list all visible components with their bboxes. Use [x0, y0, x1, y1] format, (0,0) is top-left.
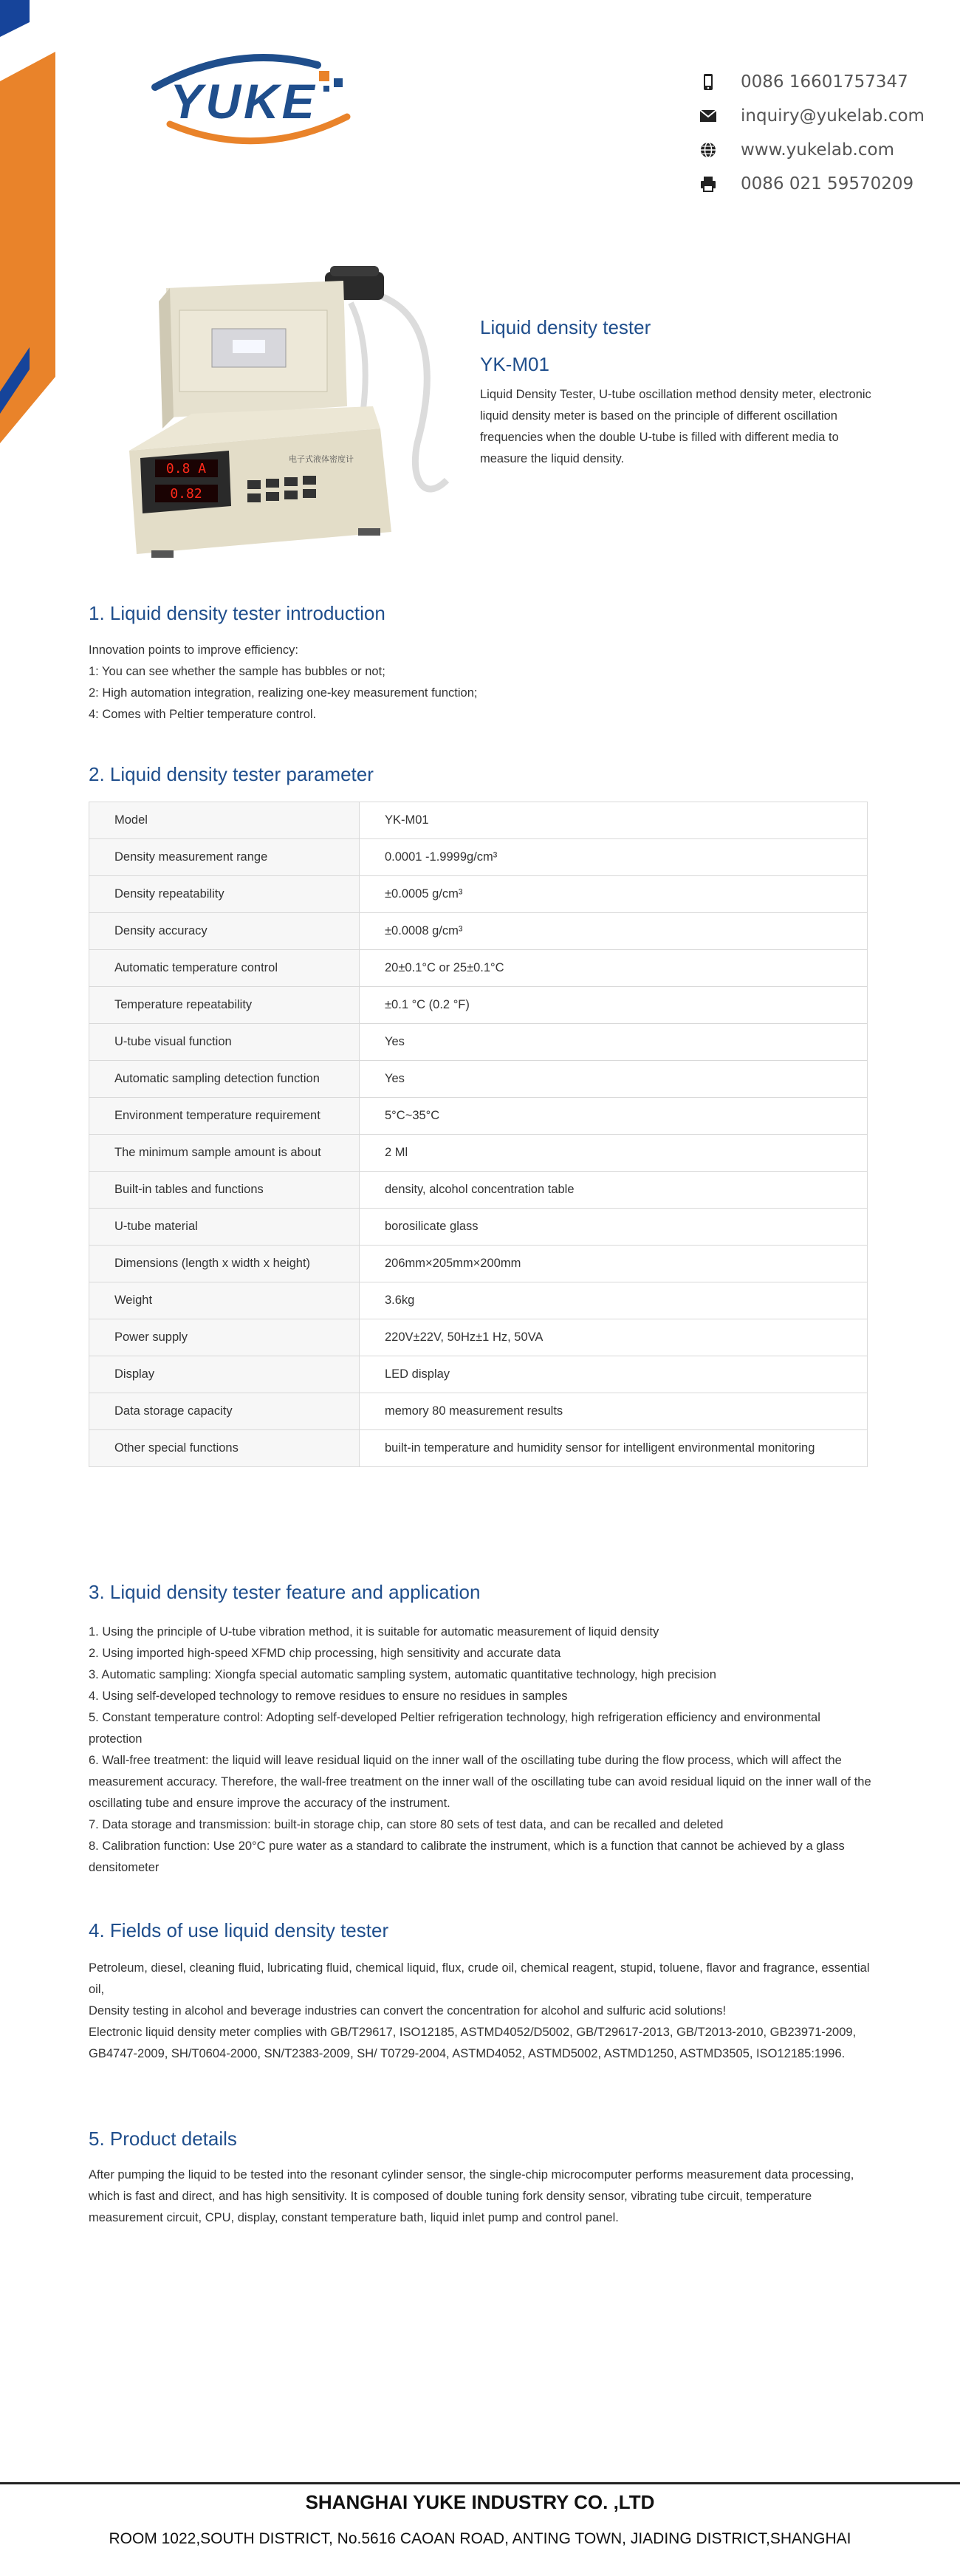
table-row	[89, 913, 868, 950]
contact-website	[698, 133, 934, 167]
feature-line: 7. Data storage and transmission: built-in storage chip, can store 80 sets of test data, and can be recalled and deleted	[89, 1818, 724, 1831]
contact-email	[698, 99, 934, 133]
param-value: Yes	[360, 1061, 868, 1098]
param-value: 3.6kg	[360, 1282, 868, 1319]
table-row	[89, 1098, 868, 1135]
fax-icon	[698, 174, 719, 194]
section-1-line: 1: You can see whether the sample has bubbles or not;	[89, 665, 385, 678]
logo-text: YUKE	[170, 74, 318, 129]
table-row	[89, 1061, 868, 1098]
product-image	[100, 259, 469, 561]
product-model: YK-M01	[480, 353, 549, 375]
table-row	[89, 839, 868, 876]
table-row	[89, 1024, 868, 1061]
footer-address: ROOM 1022,SOUTH DISTRICT, No.5616 CAOAN ROAD, ANTING TOWN, JIADING DISTRICT,SHANGHAI	[109, 2530, 851, 2547]
section-2-title: 2. Liquid density tester parameter	[89, 763, 374, 785]
feature-line: 8. Calibration function: Use 20°C pure water as a standard to calibrate the instrument, which is a function that cannot be achieved by a glass densitometer	[89, 1839, 845, 1874]
yuke-logo	[126, 35, 369, 161]
contact-block	[698, 65, 934, 201]
feature-line: 1. Using the principle of U-tube vibration method, it is suitable for automatic measurement of liquid density	[89, 1625, 659, 1639]
table-row	[89, 1319, 868, 1356]
param-value: ±0.0008 g/cm³	[360, 913, 868, 950]
feature-line: 2. Using imported high-speed XFMD chip processing, high sensitivity and accurate data	[89, 1647, 561, 1660]
feature-line: 6. Wall-free treatment: the liquid will leave residual liquid on the inner wall of the oscillating tube during the flow process, which will affect the measurement accuracy. Therefore, the wall-free treatment on the inner wall of the oscillating tube can avoid residual liquid on the inner wall of the oscillating tube and ensure improve the accuracy of the instrument.	[89, 1754, 871, 1810]
param-value: memory 80 measurement results	[360, 1393, 868, 1430]
phone-number[interactable]: 0086 16601757347	[741, 72, 908, 92]
param-value: borosilicate glass	[360, 1209, 868, 1246]
param-key: Power supply	[89, 1319, 360, 1356]
display-top-readout: 0.8 A	[165, 461, 207, 476]
section-1-body	[89, 640, 871, 725]
table-row	[89, 1282, 868, 1319]
footer-divider	[0, 2482, 960, 2484]
table-row	[89, 987, 868, 1024]
table-row	[89, 1209, 868, 1246]
section-1-line: 4: Comes with Peltier temperature control.	[89, 708, 317, 721]
section-1-line: 2: High automation integration, realizing one-key measurement function;	[89, 686, 478, 700]
display-bottom-readout: 0.82	[170, 486, 202, 502]
param-value: 5°C~35°C	[360, 1098, 868, 1135]
feature-line: 5. Constant temperature control: Adopting self-developed Peltier refrigeration technology, high refrigeration efficiency and environmental protection	[89, 1711, 820, 1746]
param-key: U-tube material	[89, 1209, 360, 1246]
feature-line: 4. Using self-developed technology to remove residues to ensure no residues in samples	[89, 1690, 568, 1703]
phone-icon	[698, 72, 719, 92]
param-key: Other special functions	[89, 1430, 360, 1467]
param-value: Yes	[360, 1024, 868, 1061]
feature-line: 3. Automatic sampling: Xiongfa special automatic sampling system, automatic quantitative technology, high precision	[89, 1668, 716, 1681]
website-url[interactable]: www.yukelab.com	[741, 140, 894, 160]
param-key: Automatic temperature control	[89, 950, 360, 987]
section-4-body	[89, 1958, 871, 2065]
param-key: Model	[89, 802, 360, 839]
fields-line: Petroleum, diesel, cleaning fluid, lubricating fluid, chemical liquid, flux, crude oil, chemical reagent, stupid, toluene, flavor and fragrance, essential oil,	[89, 1961, 870, 1996]
param-value: LED display	[360, 1356, 868, 1393]
fax-number: 0086 021 59570209	[741, 174, 914, 194]
product-name: Liquid density tester	[480, 316, 651, 338]
table-row	[89, 802, 868, 839]
param-value: 220V±22V, 50Hz±1 Hz, 50VA	[360, 1319, 868, 1356]
fields-line: Density testing in alcohol and beverage industries can convert the concentration for alcohol and sulfuric acid solutions!	[89, 2004, 727, 2018]
blue-side-stripe	[0, 0, 30, 414]
email-address[interactable]: inquiry@yukelab.com	[741, 106, 925, 126]
param-key: Density measurement range	[89, 839, 360, 876]
parameter-table	[89, 802, 868, 1467]
section-5-title: 5. Product details	[89, 2128, 237, 2150]
param-key: Weight	[89, 1282, 360, 1319]
param-key: Environment temperature requirement	[89, 1098, 360, 1135]
section-4-title: 4. Fields of use liquid density tester	[89, 1919, 389, 1941]
table-row	[89, 950, 868, 987]
details-line: After pumping the liquid to be tested into the resonant cylinder sensor, the single-chip microcomputer performs measurement data processing, which is fast and direct, and has high sensitivity. It is composed of double tuning fork density sensor, vibrating tube circuit, temperature measurement circuit, CPU, display, constant temperature bath, liquid inlet pump and control panel.	[89, 2168, 854, 2224]
param-key: Density repeatability	[89, 876, 360, 913]
fields-line: Electronic liquid density meter complies with GB/T29617, ISO12185, ASTMD4052/D5002, GB/T29617-2013, GB/T2013-2010, GB23971-2009, GB4747-2009, SH/T0604-2000, SN/T2383-2009, SH/ T0729-2004, ASTMD4052, ASTMD5002, ASTMD1250, ASTMD3505, ISO12185:1996.	[89, 2026, 857, 2060]
param-value: 20±0.1°C or 25±0.1°C	[360, 950, 868, 987]
param-key: Density accuracy	[89, 913, 360, 950]
table-row	[89, 1356, 868, 1393]
param-key: Data storage capacity	[89, 1393, 360, 1430]
mail-icon	[698, 106, 719, 126]
footer-company-name: SHANGHAI YUKE INDUSTRY CO. ,LTD	[305, 2491, 655, 2513]
product-description: Liquid Density Tester, U-tube oscillation method density meter, electronic liquid density meter is based on the principle of different oscillation frequencies when the double U-tube is filled with different media to measure the liquid density.	[480, 388, 871, 465]
section-3-title: 3. Liquid density tester feature and application	[89, 1581, 481, 1603]
param-key: The minimum sample amount is about	[89, 1135, 360, 1172]
param-value: built-in temperature and humidity sensor for intelligent environmental monitoring	[360, 1430, 868, 1467]
param-key: U-tube visual function	[89, 1024, 360, 1061]
table-row	[89, 1246, 868, 1282]
param-key: Automatic sampling detection function	[89, 1061, 360, 1098]
table-row	[89, 1430, 868, 1467]
param-value: 2 Ml	[360, 1135, 868, 1172]
param-value: YK-M01	[360, 802, 868, 839]
param-value: ±0.0005 g/cm³	[360, 876, 868, 913]
table-row	[89, 1172, 868, 1209]
param-key: Built-in tables and functions	[89, 1172, 360, 1209]
param-value: ±0.1 °C (0.2 °F)	[360, 987, 868, 1024]
contact-fax	[698, 167, 934, 201]
table-row	[89, 1135, 868, 1172]
param-value: 206mm×205mm×200mm	[360, 1246, 868, 1282]
section-1-title: 1. Liquid density tester introduction	[89, 602, 385, 624]
param-value: density, alcohol concentration table	[360, 1172, 868, 1209]
param-key: Display	[89, 1356, 360, 1393]
table-row	[89, 1393, 868, 1430]
section-1-line: Innovation points to improve efficiency:	[89, 643, 299, 657]
param-key: Dimensions (length x width x height)	[89, 1246, 360, 1282]
section-3-body	[89, 1622, 871, 1879]
param-key: Temperature repeatability	[89, 987, 360, 1024]
table-row	[89, 876, 868, 913]
section-5-body	[89, 2165, 871, 2229]
globe-icon	[698, 140, 719, 160]
param-value: 0.0001 -1.9999g/cm³	[360, 839, 868, 876]
contact-phone	[698, 65, 934, 99]
panel-label: 电子式液体密度计	[289, 454, 354, 464]
